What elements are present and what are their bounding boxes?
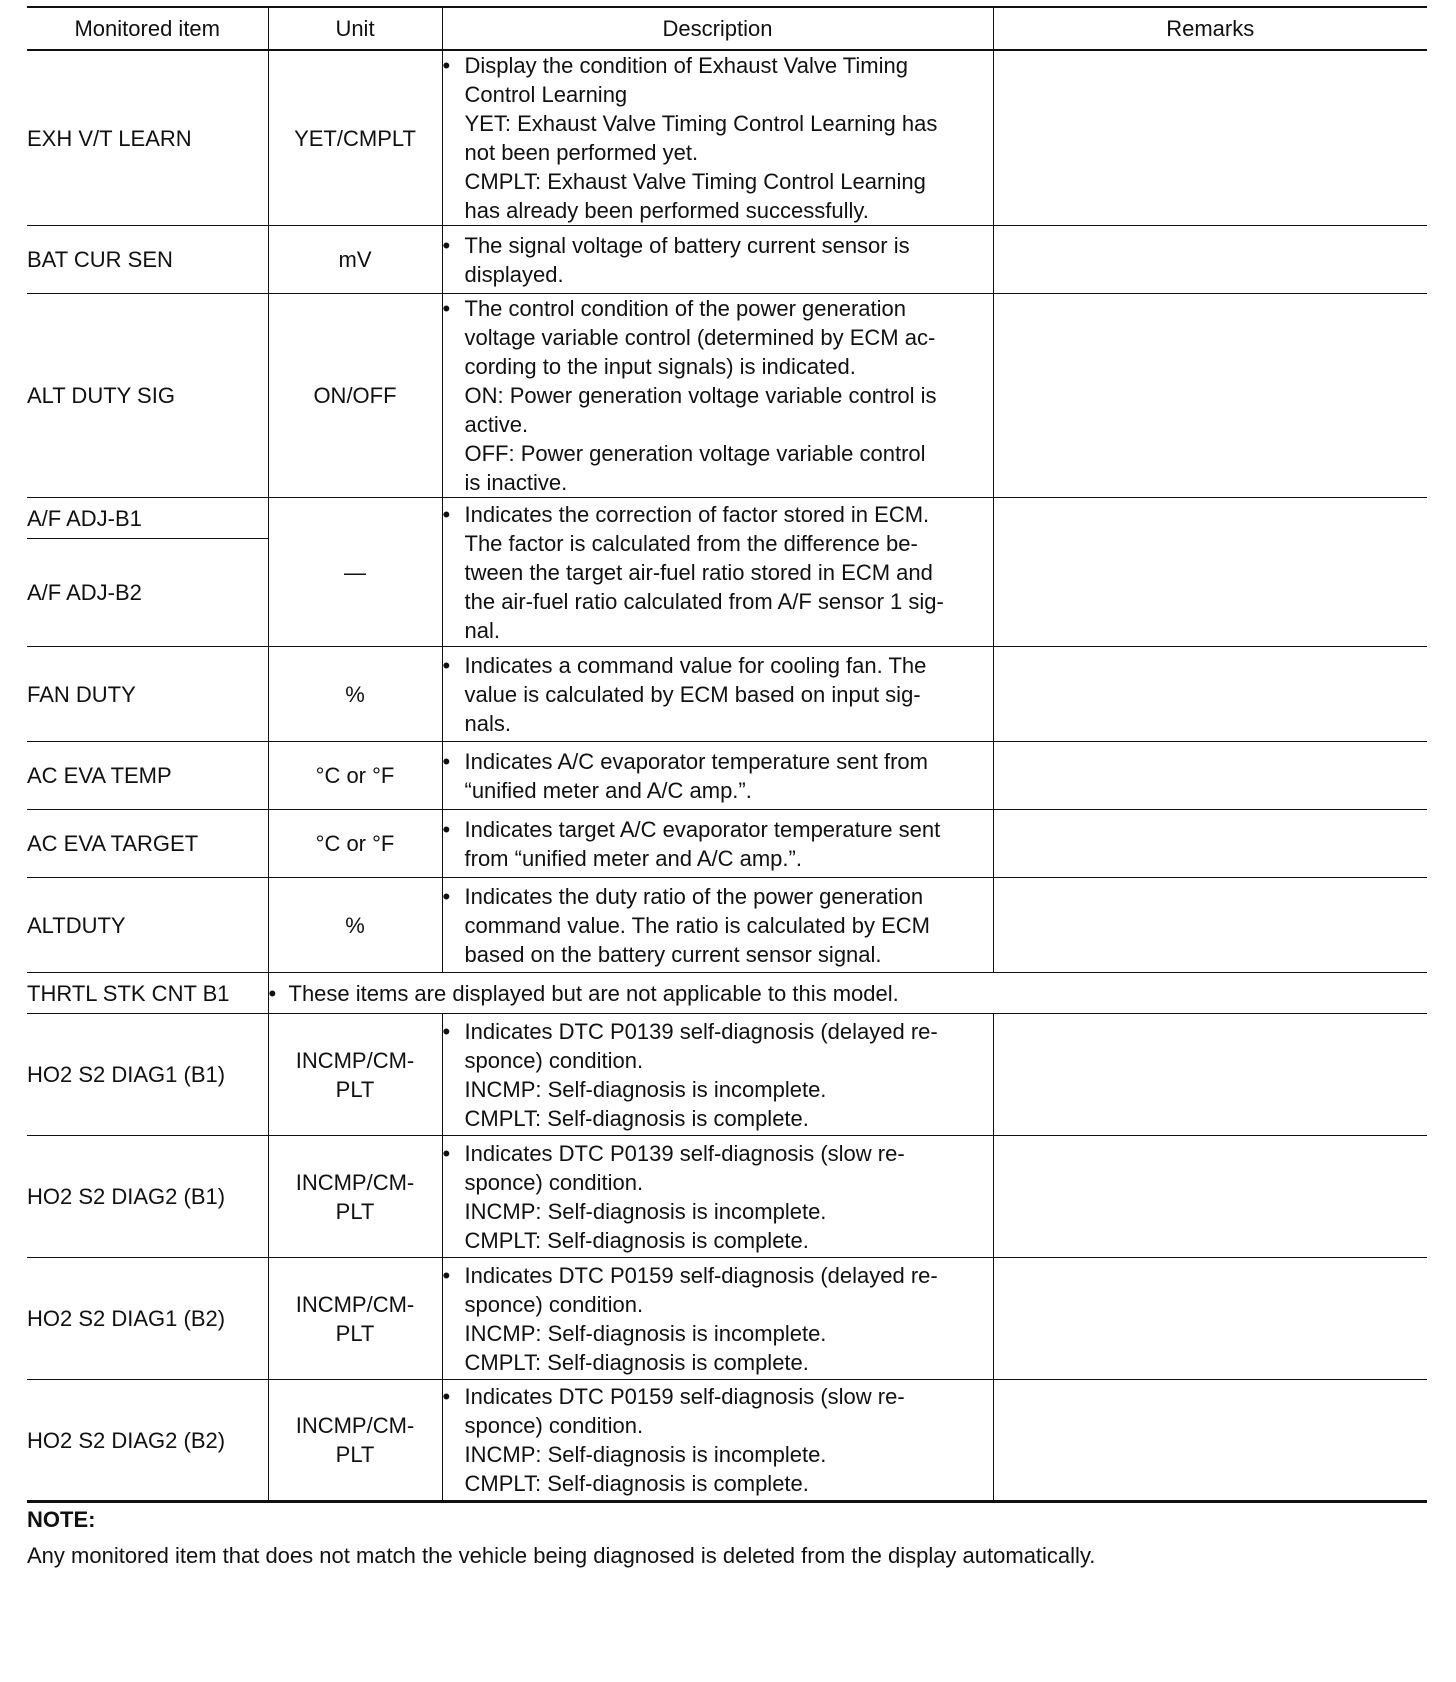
unit-line: INCMP/CM-: [295, 1413, 415, 1438]
description-line: INCMP: Self-diagnosis is incomplete.: [464, 1076, 827, 1102]
description-line: ON: Power generation voltage variable control is: [464, 383, 937, 408]
description-line: voltage variable control (determined by ECM ac-: [464, 325, 936, 350]
description-line: Indicates DTC P0159 self-diagnosis (slow re-: [464, 1384, 905, 1409]
note-text: Any monitored item that does not match the vehicle being diagnosed is deleted from the display automatically.: [27, 1543, 1096, 1568]
header-unit: Unit: [268, 7, 442, 50]
description: [442, 1136, 993, 1258]
description: [442, 1014, 993, 1136]
unit-line: INCMP/CM-: [295, 1047, 415, 1073]
note-section: [27, 1505, 1427, 1571]
remarks: [993, 1258, 1427, 1380]
remarks: [993, 50, 1427, 226]
table-row: [27, 647, 1427, 742]
monitored-item: AC EVA TARGET: [27, 810, 268, 878]
description: [442, 742, 993, 810]
header-description: Description: [442, 7, 993, 50]
description-line: sponce) condition.: [464, 1413, 644, 1438]
monitor-table: [27, 6, 1427, 1503]
unit: YET/CMPLT: [268, 50, 442, 226]
description-line: CMPLT: Self-diagnosis is complete.: [464, 1227, 809, 1253]
description-line: not been performed yet.: [464, 140, 699, 165]
description: [442, 50, 993, 226]
table-row: [27, 1014, 1427, 1136]
description-line: the air-fuel ratio calculated from A/F sensor 1 sig-: [464, 588, 944, 614]
description-line: sponce) condition.: [464, 1047, 644, 1073]
description-line: CMPLT: Self-diagnosis is complete.: [464, 1349, 809, 1375]
monitored-item: ALTDUTY: [27, 878, 268, 973]
monitored-item: HO2 S2 DIAG2 (B1): [27, 1136, 268, 1258]
unit-line: INCMP/CM-: [295, 1291, 415, 1317]
bullet-icon: •: [442, 1262, 451, 1288]
description-line: cording to the input signals) is indicated.: [464, 354, 856, 379]
description: [442, 498, 993, 647]
unit: [268, 1258, 442, 1380]
description-line: tween the target air-fuel ratio stored in ECM and: [464, 559, 933, 585]
bullet-icon: •: [442, 53, 451, 78]
unit: mV: [268, 226, 442, 294]
table-row: [27, 498, 1427, 539]
description-line: Indicates target A/C evaporator temperature sent: [464, 816, 941, 842]
bullet-icon: •: [268, 980, 277, 1006]
monitored-item: HO2 S2 DIAG1 (B2): [27, 1258, 268, 1380]
note-line: These items are displayed but are not applicable to this model.: [288, 980, 899, 1006]
header-remarks: Remarks: [993, 7, 1427, 50]
remarks: [993, 1014, 1427, 1136]
table-row: [27, 226, 1427, 294]
description-line: has already been performed successfully.: [464, 198, 869, 223]
description-line: nals.: [464, 710, 511, 736]
monitored-item: EXH V/T LEARN: [27, 50, 268, 226]
description-line: Indicates DTC P0159 self-diagnosis (delayed re-: [464, 1262, 938, 1288]
description-line: sponce) condition.: [464, 1169, 644, 1195]
description-line: Control Learning: [464, 82, 628, 107]
remarks: [993, 878, 1427, 973]
remarks: [993, 294, 1427, 498]
monitored-item: THRTL STK CNT B1: [27, 973, 268, 1014]
bullet-icon: •: [442, 1140, 451, 1166]
unit-line: INCMP/CM-: [295, 1169, 415, 1195]
description: [442, 878, 993, 973]
description-line: INCMP: Self-diagnosis is incomplete.: [464, 1442, 827, 1467]
remarks: [993, 810, 1427, 878]
unit: %: [268, 647, 442, 742]
monitored-item: ALT DUTY SIG: [27, 294, 268, 498]
unit-line: PLT: [335, 1076, 375, 1102]
description-line: command value. The ratio is calculated by ECM: [464, 912, 930, 938]
description-line: Indicates A/C evaporator temperature sent from: [464, 748, 928, 774]
unit: ON/OFF: [268, 294, 442, 498]
description-line: sponce) condition.: [464, 1291, 644, 1317]
unit-line: PLT: [335, 1442, 375, 1467]
description-line: The control condition of the power generation: [464, 296, 907, 321]
description-line: active.: [464, 412, 529, 437]
document: [27, 6, 1427, 1571]
description: [442, 226, 993, 294]
monitored-item: HO2 S2 DIAG1 (B1): [27, 1014, 268, 1136]
bullet-icon: •: [442, 816, 451, 842]
description-line: INCMP: Self-diagnosis is incomplete.: [464, 1320, 827, 1346]
note-heading: NOTE:: [27, 1507, 96, 1532]
bullet-icon: •: [442, 1384, 451, 1409]
description: [442, 1258, 993, 1380]
remarks: [993, 647, 1427, 742]
unit: [268, 1136, 442, 1258]
description-line: The signal voltage of battery current sensor is: [464, 232, 910, 258]
description-line: Display the condition of Exhaust Valve Timing: [464, 53, 908, 78]
table-row: [27, 294, 1427, 498]
monitored-item: A/F ADJ-B1: [27, 498, 268, 539]
monitored-item: FAN DUTY: [27, 647, 268, 742]
description-line: from “unified meter and A/C amp.”.: [464, 845, 802, 871]
description-line: nal.: [464, 617, 500, 643]
table-row: [27, 973, 1427, 1014]
description-line: CMPLT: Exhaust Valve Timing Control Learning: [464, 169, 926, 194]
remarks: [993, 226, 1427, 294]
description-line: value is calculated by ECM based on input sig-: [464, 681, 921, 707]
description-line: displayed.: [464, 261, 564, 287]
unit-line: PLT: [335, 1198, 375, 1224]
table-row: [27, 1380, 1427, 1502]
bullet-icon: •: [442, 883, 451, 909]
monitored-item: A/F ADJ-B2: [27, 539, 268, 647]
bullet-icon: •: [442, 748, 451, 774]
not-applicable-note: [268, 973, 1427, 1014]
bullet-icon: •: [442, 652, 451, 678]
unit: [268, 1014, 442, 1136]
table-row: [27, 1136, 1427, 1258]
description-line: based on the battery current sensor signal.: [464, 941, 882, 967]
description-line: CMPLT: Self-diagnosis is complete.: [464, 1105, 809, 1131]
description: [442, 294, 993, 498]
description-line: “unified meter and A/C amp.”.: [464, 777, 752, 803]
description-line: The factor is calculated from the difference be-: [464, 530, 918, 556]
remarks: [993, 742, 1427, 810]
bullet-icon: •: [442, 296, 451, 321]
unit: [268, 1380, 442, 1502]
unit: °C or °F: [268, 742, 442, 810]
table-row: [27, 810, 1427, 878]
remarks: [993, 498, 1427, 647]
bullet-icon: •: [442, 232, 451, 258]
description-line: YET: Exhaust Valve Timing Control Learning has: [464, 111, 938, 136]
monitored-item: HO2 S2 DIAG2 (B2): [27, 1380, 268, 1502]
table-row: [27, 1258, 1427, 1380]
table-row: [27, 50, 1427, 226]
description-line: Indicates the correction of factor stored in ECM.: [464, 501, 930, 527]
description: [442, 1380, 993, 1502]
description-line: CMPLT: Self-diagnosis is complete.: [464, 1471, 809, 1496]
bullet-icon: •: [442, 501, 451, 527]
description-line: Indicates the duty ratio of the power generation: [464, 883, 924, 909]
unit: —: [268, 498, 442, 647]
description: [442, 810, 993, 878]
monitored-item: AC EVA TEMP: [27, 742, 268, 810]
description-line: OFF: Power generation voltage variable control: [464, 441, 926, 466]
header-row: [27, 7, 1427, 50]
remarks: [993, 1380, 1427, 1502]
description-line: Indicates DTC P0139 self-diagnosis (slow re-: [464, 1140, 905, 1166]
unit: °C or °F: [268, 810, 442, 878]
description-line: is inactive.: [464, 470, 568, 495]
description-line: Indicates DTC P0139 self-diagnosis (delayed re-: [464, 1018, 938, 1044]
description-line: Indicates a command value for cooling fan. The: [464, 652, 927, 678]
monitored-item: BAT CUR SEN: [27, 226, 268, 294]
table-row: [27, 878, 1427, 973]
bullet-icon: •: [442, 1018, 451, 1044]
table-row: [27, 742, 1427, 810]
description: [442, 647, 993, 742]
description-line: INCMP: Self-diagnosis is incomplete.: [464, 1198, 827, 1224]
header-monitored-item: Monitored item: [27, 7, 268, 50]
unit: %: [268, 878, 442, 973]
remarks: [993, 1136, 1427, 1258]
unit-line: PLT: [335, 1320, 375, 1346]
